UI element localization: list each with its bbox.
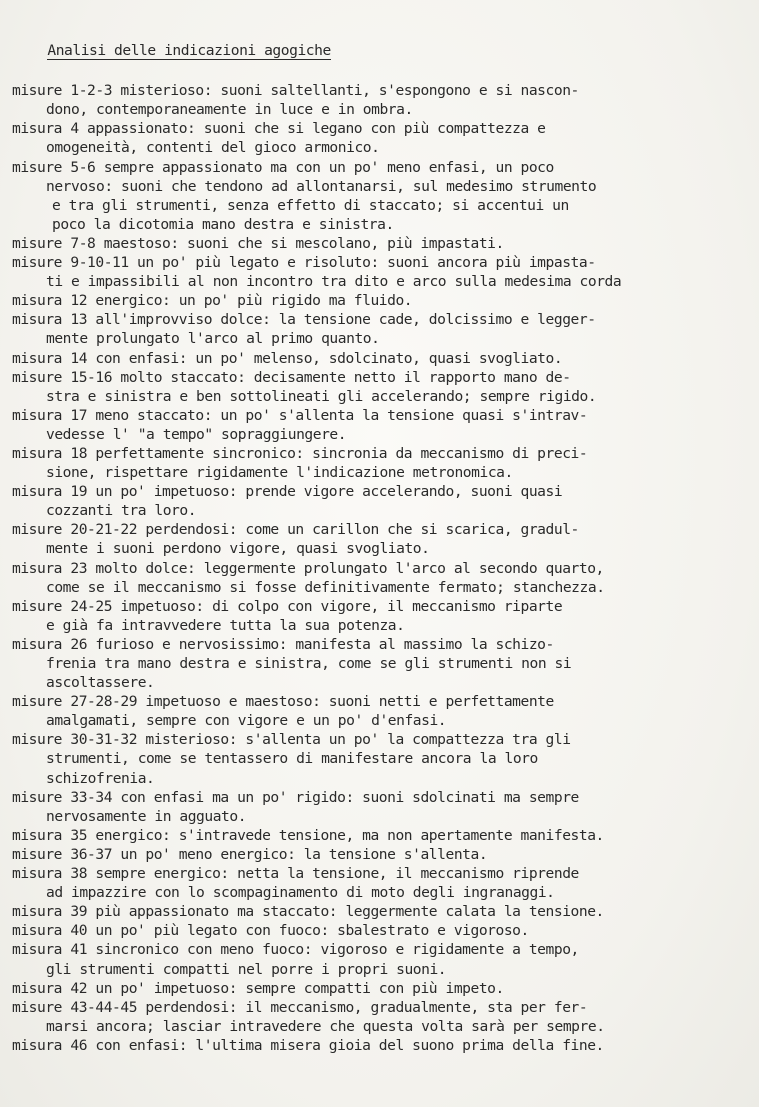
text-line: mente prolungato l'arco al primo quanto.: [46, 330, 380, 348]
text-line: dono, contemporaneamente in luce e in ombra.: [46, 101, 413, 119]
text-line: ad impazzire con lo scompaginamento di moto degli ingranaggi.: [46, 884, 555, 902]
text-line: misure 33-34 con enfasi ma un po' rigido: suoni sdolcinati ma sempre: [12, 788, 579, 806]
text-line: sione, rispettare rigidamente l'indicazione metronomica.: [46, 464, 513, 482]
text-line: misura 18 perfettamente sincronico: sincronia da meccanismo di preci-: [12, 444, 588, 462]
text-line: stra e sinistra e ben sottolineati gli accelerando; sempre rigido.: [46, 387, 597, 405]
text-line: misure 20-21-22 perdendosi: come un carillon che si scarica, gradul-: [12, 521, 579, 539]
text-line: omogeneità, contenti del gioco armonico.: [46, 139, 380, 157]
document-title: Analisi delle indicazioni agogiche: [47, 42, 331, 60]
text-line: poco la dicotomia mano destra e sinistra.: [52, 215, 394, 233]
text-line: e tra gli strumenti, senza effetto di staccato; si accentui un: [52, 196, 569, 214]
text-line: misura 38 sempre energico: netta la tensione, il meccanismo riprende: [12, 865, 579, 883]
text-line: schizofrenia.: [46, 769, 155, 787]
text-line: misura 4 appassionato: suoni che si legano con più compattezza e: [12, 120, 546, 138]
text-line: ti e impassibili al non incontro tra dito e arco sulla medesima corda: [46, 273, 622, 291]
text-line: misura 41 sincronico con meno fuoco: vigoroso e rigidamente a tempo,: [12, 941, 579, 959]
text-line: misura 13 all'improvviso dolce: la tensione cade, dolcissimo e legger-: [12, 311, 596, 329]
text-line: misura 42 un po' impetuoso: sempre compatti con più impeto.: [12, 979, 504, 997]
text-line: nervoso: suoni che tendono ad allontanarsi, sul medesimo strumento: [46, 177, 597, 195]
text-line: cozzanti tra loro.: [46, 502, 197, 520]
text-line: misure 5-6 sempre appassionato ma con un po' meno enfasi, un poco: [12, 158, 554, 176]
text-line: misure 24-25 impetuoso: di colpo con vigore, il meccanismo riparte: [12, 597, 563, 615]
text-line: misure 27-28-29 impetuoso e maestoso: suoni netti e perfettamente: [12, 693, 554, 711]
text-line: misura 35 energico: s'intravede tensione, ma non apertamente manifesta.: [12, 826, 604, 844]
text-line: amalgamati, sempre con vigore e un po' d'enfasi.: [46, 712, 447, 730]
text-line: frenia tra mano destra e sinistra, come se gli strumenti non si: [46, 655, 572, 672]
text-line: misura 14 con enfasi: un po' melenso, sdolcinato, quasi svogliato.: [12, 349, 563, 367]
text-line: gli strumenti compatti nel porre i propri suoni.: [46, 960, 447, 978]
text-line: misura 40 un po' più legato con fuoco: sbalestrato e vigoroso.: [12, 922, 529, 940]
text-line: misura 23 molto dolce: leggermente prolungato l'arco al secondo quarto,: [12, 559, 604, 577]
text-line: misura 46 con enfasi: l'ultima misera gioia del suono prima della fine.: [12, 1036, 604, 1054]
text-line: vedesse l' "a tempo" sopraggiungere.: [46, 425, 347, 443]
text-line: strumenti, come se tentassero di manifestare ancora la loro: [46, 750, 538, 768]
text-line: misura 17 meno staccato: un po' s'allenta la tensione quasi s'intrav-: [12, 406, 588, 424]
text-line: ascoltassere.: [46, 674, 155, 692]
text-line: misura 26 furioso e nervosissimo: manifesta al massimo la schizo-: [12, 635, 554, 653]
text-line: nervosamente in agguato.: [46, 807, 247, 825]
text-line: misura 39 più appassionato ma staccato: leggermente calata la tensione.: [12, 903, 604, 921]
text-line: come se il meccanismo si fosse definitivamente fermato; stanchezza.: [46, 578, 605, 596]
text-line: misura 12 energico: un po' più rigido ma fluido.: [12, 292, 413, 310]
text-line: misura 19 un po' impetuoso: prende vigore accelerando, suoni quasi: [12, 483, 563, 501]
text-line: misure 9-10-11 un po' più legato e risoluto: suoni ancora più impasta-: [12, 254, 596, 272]
text-line: misure 1-2-3 misterioso: suoni saltellanti, s'espongono e si nascon-: [12, 82, 579, 100]
text-line: misure 15-16 molto staccato: decisamente netto il rapporto mano de-: [12, 368, 571, 386]
text-line: misure 30-31-32 misterioso: s'allenta un po' la compattezza tra gli: [12, 731, 571, 749]
typewritten-text: [12, 22, 752, 1093]
text-line: misure 7-8 maestoso: suoni che si mescolano, più impastati.: [12, 234, 504, 252]
text-line: mente i suoni perdono vigore, quasi svogliato.: [46, 540, 430, 558]
text-lines: [12, 81, 752, 1055]
text-line: e già fa intravvedere tutta la sua potenza.: [46, 616, 405, 634]
text-line: misure 36-37 un po' meno energico: la tensione s'allenta.: [12, 845, 488, 863]
text-line: misure 43-44-45 perdendosi: il meccanismo, gradualmente, sta per fer-: [12, 998, 588, 1016]
text-line: marsi ancora; lasciar intravedere che questa volta sarà per sempre.: [46, 1017, 605, 1035]
